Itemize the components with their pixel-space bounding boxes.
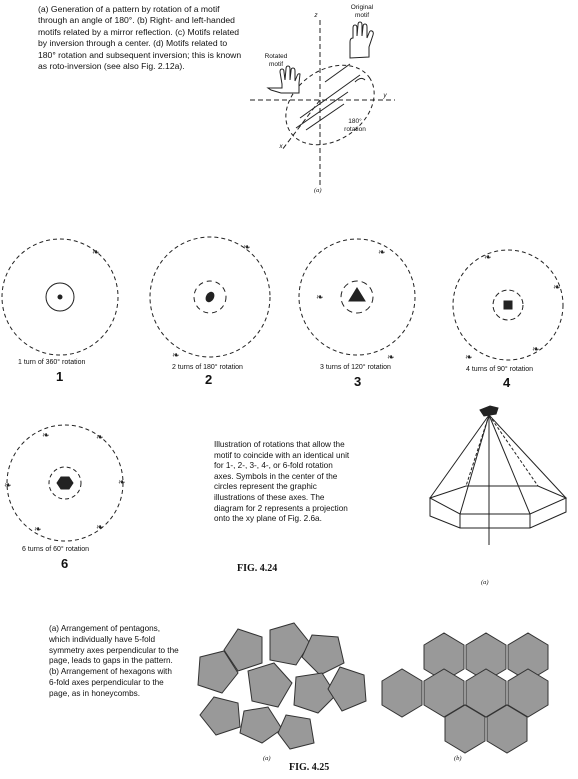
label-180-rotation: 180° rotation — [344, 118, 366, 133]
svg-text:❧: ❧ — [378, 248, 386, 258]
axis-y-label: y — [383, 92, 387, 99]
label-rotated-motif: Rotated motif — [264, 53, 288, 68]
panel-2-fold: 2 — [205, 372, 213, 387]
panel-3-fold: 3 — [354, 374, 362, 389]
axis-z-label: z — [314, 12, 318, 19]
fig-4-24-label: FIG. 4.24 — [237, 563, 278, 574]
svg-text:❧: ❧ — [316, 293, 324, 303]
fig-4-24-description: Illustration of rotations that allow the motif to coincide with an identical unit for 1-, 2-, 3-, 4-, or 6-fold rotation axes. Symbols in the center of the circles represent the graphic illustrations of these axes. The diagram for 2 represents a projection onto the xy plane of Fig. 2.6a. — [214, 440, 350, 524]
svg-text:❧: ❧ — [34, 525, 42, 535]
svg-text:❧: ❧ — [243, 243, 251, 253]
svg-text:❧: ❧ — [387, 353, 395, 363]
fig-4-25-subfigure-b: (b) — [454, 755, 462, 762]
svg-text:❧: ❧ — [118, 478, 126, 488]
svg-text:❧: ❧ — [96, 433, 104, 443]
svg-text:❧: ❧ — [553, 283, 561, 293]
svg-text:❧: ❧ — [172, 351, 180, 361]
svg-text:❧: ❧ — [465, 353, 473, 363]
panel-1-caption: 1 turn of 360° rotation — [18, 359, 86, 366]
top-figure-caption: (a) Generation of a pattern by rotation of a motif through an angle of 180°. (b) Right- and left-handed motifs related by a mirror reflection. (c) Motifs related by inversion through a center. (d) Motifs related to 180° rotation and subsequent inversion; this is known as roto-inversion (see also Fig. 2.12a). — [38, 4, 242, 72]
svg-text:❧: ❧ — [96, 523, 104, 533]
panel-4-caption: 4 turns of 90° rotation — [466, 366, 534, 373]
svg-text:❧: ❧ — [92, 248, 100, 258]
panel-2-caption: 2 turns of 180° rotation — [172, 364, 243, 371]
panel-4-fold: 4 — [503, 375, 511, 390]
rotation-diagram — [0, 0, 578, 200]
svg-text:❧: ❧ — [4, 481, 12, 491]
svg-text:❧: ❧ — [42, 431, 50, 441]
svg-text:❧: ❧ — [532, 345, 540, 355]
fig-4-24-subfigure-label: (a) — [481, 579, 489, 586]
axis-x-label: x — [279, 143, 283, 150]
fig-4-25-caption: (a) Arrangement of pentagons, which individually have 5-fold symmetry axes perpendicular to the page, leads to gaps in the pattern. (b) Arrangement of hexagons with 6-fold axes perpendicular to the page, as in honeycombs. — [49, 624, 179, 698]
fig-4-25-subfigure-a: (a) — [263, 755, 271, 762]
svg-text:❧: ❧ — [484, 253, 492, 263]
panel-1-fold: 1 — [56, 369, 64, 384]
fig-4-25-label: FIG. 4.25 — [289, 762, 330, 773]
panel-3-caption: 3 turns of 120° rotation — [320, 364, 391, 371]
top-subfigure-label: (a) — [314, 187, 322, 194]
label-original-motif: Original motif — [350, 4, 374, 19]
panel-6-caption: 6 turns of 60° rotation — [22, 546, 90, 553]
pentagon-hexagon-tilings — [0, 615, 578, 755]
panel-6-fold: 6 — [61, 556, 69, 571]
